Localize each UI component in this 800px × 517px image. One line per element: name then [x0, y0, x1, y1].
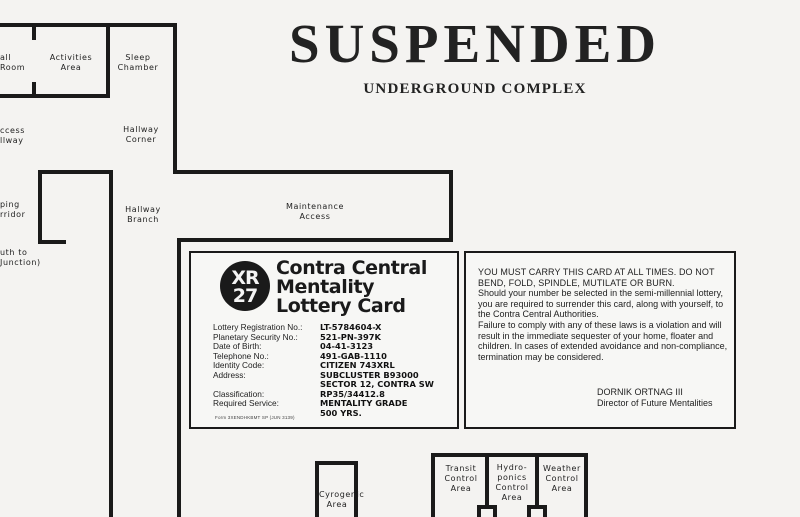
- notice-paragraph: Failure to comply with any of these laws is a violation and will result in the immediate sequester of your home, floater and children. In cases of extended avoidance and non-compliance, termination may be considered.: [478, 319, 728, 362]
- xr27-logo: [220, 261, 270, 311]
- page-title: SUSPENDED: [288, 13, 662, 74]
- notice-text: [478, 267, 728, 362]
- field-value: LT-5784604-X: [320, 322, 382, 332]
- field-label: Address:: [213, 369, 246, 380]
- signature-block: [597, 387, 713, 408]
- wall-left-block-side: [40, 172, 64, 242]
- room-label-sleep-chamber: Sleep Chamber: [117, 53, 159, 72]
- card-title-line: Lottery Card: [276, 295, 406, 317]
- field-value: SUBCLUSTER B93000: [320, 369, 419, 380]
- room-label-cyrogenic-area: Cyrogenic Area: [319, 490, 365, 509]
- door-right: [529, 507, 545, 517]
- field-value: 491-GAB-1110: [320, 350, 387, 361]
- field-value: 04-41-3123: [320, 341, 374, 351]
- room-label-sleeping-corridor: ping rridor: [0, 200, 26, 219]
- signatory-name: DORNIK ORTNAG III: [597, 387, 683, 397]
- door-left: [479, 507, 495, 517]
- page-subtitle: UNDERGROUND COMPLEX: [363, 81, 587, 97]
- field-value: SECTOR 12, CONTRA SW: [320, 379, 434, 389]
- lottery-card: [189, 251, 459, 429]
- card-title-line: Mentality: [276, 276, 375, 298]
- field-label: Date of Birth:: [213, 341, 262, 351]
- field-label: Identity Code:: [213, 360, 265, 370]
- notice-paragraph: YOU MUST CARRY THIS CARD AT ALL TIMES. DO NOT BEND, FOLD, SPINDLE, MUTILATE OR BURN.: [478, 267, 715, 288]
- room-label-maintenance-access: Maintenance Access: [285, 202, 345, 221]
- notice-card: [464, 251, 736, 429]
- wall-left-block: [40, 172, 111, 517]
- notice-paragraph: Should your number be selected in the semi-millennial lottery, you are required to surrender this card, along with yourself, to the Contra Central Authorities.: [478, 288, 724, 320]
- field-label: Telephone No.:: [213, 350, 269, 361]
- room-label-activities-area: Activities Area: [49, 53, 93, 72]
- room-label-south-junction: uth to Junction): [0, 248, 41, 267]
- field-value: 500 YRS.: [320, 407, 362, 418]
- room-label-hall-room: all Room: [0, 53, 26, 72]
- form-number: Form 3XENDHKBMT SP (JUN 3139): [215, 415, 295, 420]
- logo-line-1: XR: [231, 267, 259, 289]
- logo-line-2: 27: [232, 285, 258, 307]
- field-value: CITIZEN 743XRL: [320, 360, 395, 370]
- room-label-transit-control-area: Transit Control Area: [444, 464, 478, 493]
- room-label-weather-control-area: Weather Control Area: [543, 464, 581, 493]
- field-label: Lottery Registration No.:: [213, 322, 303, 332]
- room-label-hydroponics-control-area: Hydro- ponics Control Area: [495, 463, 529, 502]
- field-label: Planetary Security No.:: [213, 331, 298, 342]
- signatory-title: Director of Future Mentalities: [597, 397, 713, 408]
- room-label-access-hallway: ccess llway: [0, 126, 26, 145]
- field-value: MENTALITY GRADE: [320, 398, 408, 408]
- field-value: RP35/34412.8: [320, 388, 385, 399]
- field-label: Required Service:: [213, 398, 279, 408]
- card-title: [276, 259, 456, 316]
- room-label-hallway-corner: Hallway Corner: [123, 125, 159, 144]
- field-value: 521-PN-397K: [320, 331, 381, 342]
- field-label: Classification:: [213, 388, 265, 399]
- card-title-line: Contra Central: [276, 257, 427, 279]
- room-label-hallway-branch: Hallway Branch: [125, 205, 161, 224]
